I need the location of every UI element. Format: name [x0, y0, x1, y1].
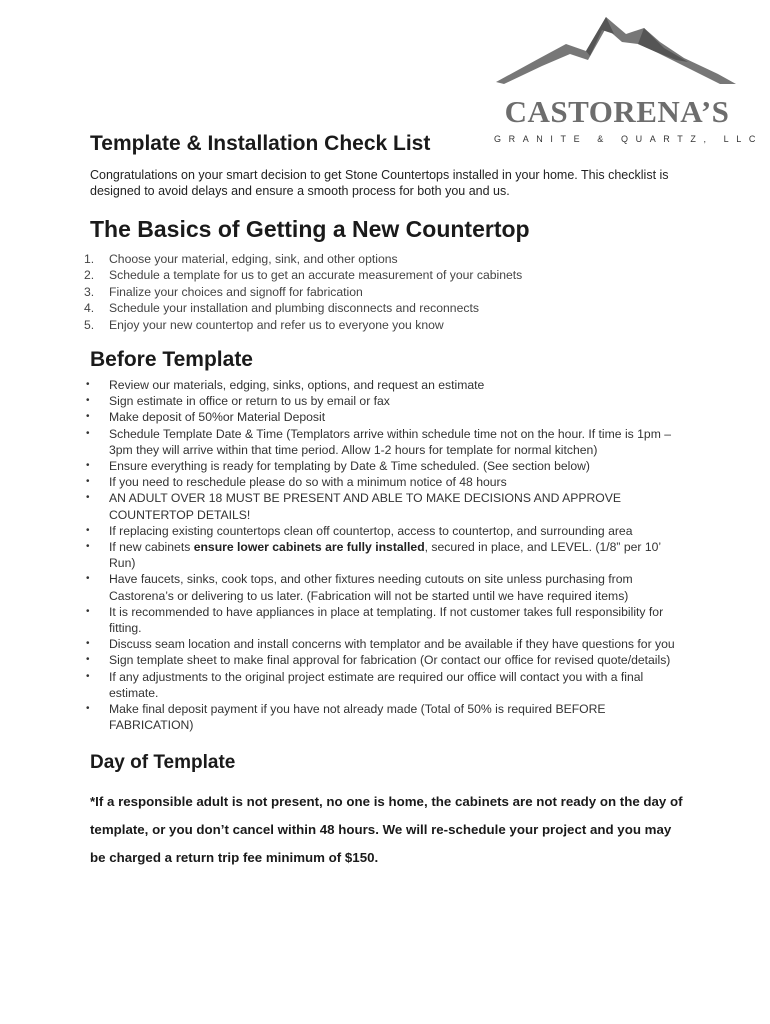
before-template-heading: Before Template	[90, 348, 253, 372]
intro-paragraph: Congratulations on your smart decision to get Stone Countertops installed in your home. This checklist is designed to avoid delays and ensure a smooth process for both you and us.	[90, 168, 669, 198]
list-item: • Make deposit of 50%or Material Deposit	[90, 409, 690, 425]
list-item: • If you need to reschedule please do so with a minimum notice of 48 hours	[90, 474, 690, 490]
list-item: • It is recommended to have appliances in place at templating. If not customer takes full responsibility for fitting.	[90, 604, 690, 636]
company-logo	[488, 14, 763, 144]
before-template-list	[90, 377, 690, 733]
list-item: 2. Schedule a template for us to get an accurate measurement of your cabinets	[84, 268, 523, 283]
list-item: 3. Finalize your choices and signoff for fabrication	[84, 284, 363, 299]
list-item: • If replacing existing countertops clean off countertop, access to countertop, and surrounding area	[90, 523, 690, 539]
list-item: • Have faucets, sinks, cook tops, and other fixtures needing cutouts on site unless purchasing from Castorena’s or delivering to us later. (Fabrication will not be started until we have required items)	[90, 571, 690, 603]
list-item: • AN ADULT OVER 18 MUST BE PRESENT AND ABLE TO MAKE DECISIONS AND APPROVE COUNTERTOP DETAILS!	[90, 490, 690, 522]
list-item: 5. Enjoy your new countertop and refer us to everyone you know	[84, 317, 444, 332]
page-title: Template & Installation Check List	[90, 132, 431, 155]
mountain-logo-icon	[488, 14, 746, 94]
list-item: • Make final deposit payment if you have not already made (Total of 50% is required BEFORE FABRICATION)	[90, 701, 690, 733]
list-item: • Review our materials, edging, sinks, options, and request an estimate	[90, 377, 690, 393]
basics-list	[84, 251, 690, 333]
list-item-cabinets: • If new cabinets ensure lower cabinets are fully installed, secured in place, and LEVEL. (1/8” per 10’ Run)	[90, 539, 690, 571]
day-of-template-warning: *If a responsible adult is not present, no one is home, the cabinets are not ready on the day of template, or you don’t cancel within 48 hours. We will re-schedule your project and you may be charged a return trip fee minimum of $150.	[90, 793, 683, 865]
list-item: • Sign estimate in office or return to us by email or fax	[90, 393, 690, 409]
list-item: • Sign template sheet to make final approval for fabrication (Or contact our office for revised quote/details)	[90, 652, 690, 668]
logo-name: CASTORENA’S	[504, 94, 730, 129]
document-body	[84, 132, 690, 872]
day-of-template-heading: Day of Template	[90, 751, 236, 773]
list-item: • If any adjustments to the original project estimate are required our office will contact you with a final estimate.	[90, 669, 690, 701]
list-item: 4. Schedule your installation and plumbing disconnects and reconnects	[84, 301, 479, 316]
list-item: • Schedule Template Date & Time (Templators arrive within schedule time not on the hour. If time is 1pm – 3pm they will arrive within that time period. Allow 1-2 hours for template for normal kitchen)	[90, 426, 690, 458]
logo-subtitle: GRANITE & QUARTZ, LLC	[494, 134, 763, 144]
basics-heading: The Basics of Getting a New Countertop	[90, 216, 530, 242]
list-item: 1. Choose your material, edging, sink, and other options	[84, 252, 398, 266]
list-item: • Discuss seam location and install concerns with templator and be available if they have questions for you	[90, 636, 690, 652]
list-item: • Ensure everything is ready for templating by Date & Time scheduled. (See section below)	[90, 458, 690, 474]
